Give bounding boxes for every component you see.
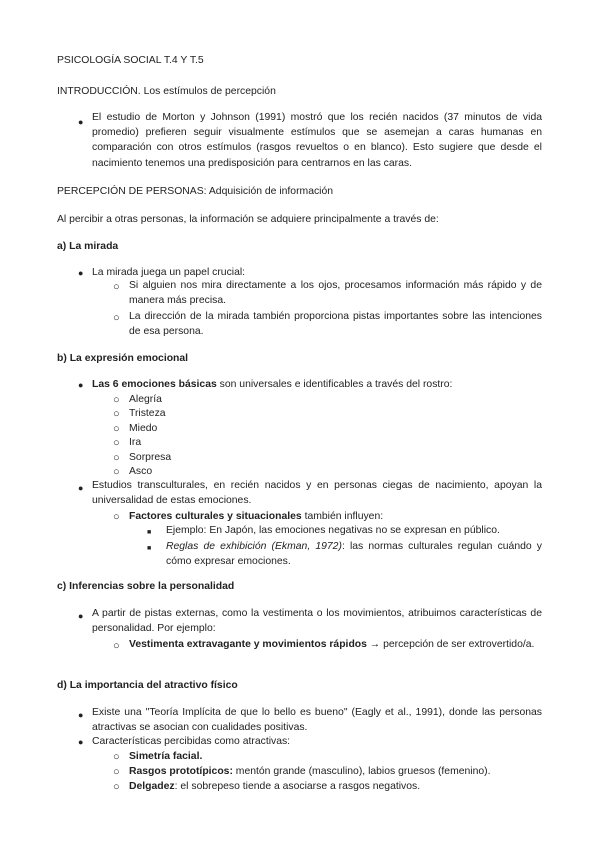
section-b-bullet1 — [92, 378, 452, 392]
emotion-item: Asco — [129, 466, 153, 477]
intro-bullet: El estudio de Morton y Johnson (1991) mostró que los recién nacidos (37 minutos de vida promedio) prefieren seguir visualmente estímulos que se asemejan a caras humanas en comparación con otros estímulos (rasgos revueltos o en blanco). Esto sugiere que desde el nacimiento tenemos una predisposición para centrarnos en las caras. — [92, 112, 542, 169]
prototypical-text: mentón grande (masculino), labios gruesos (femenino). — [232, 766, 491, 777]
bullet-dot-icon: ● — [78, 268, 84, 278]
section-d-heading: d) La importancia del atractivo físico — [57, 680, 238, 691]
bullet-circle-icon: ○ — [113, 751, 120, 763]
bullet-dot-icon: ● — [78, 611, 84, 621]
perception-lead: Al percibir a otras personas, la información se adquiere principalmente a través de: — [57, 214, 439, 225]
bullet-dot-icon: ● — [78, 117, 84, 127]
prototypical-label: Rasgos prototípicos: — [129, 766, 233, 777]
japan-example: Ejemplo: En Japón, las emociones negativas no se expresan en público. — [166, 525, 500, 536]
section-b-heading: b) La expresión emocional — [57, 353, 189, 364]
section-a-bullet: La mirada juega un papel crucial: — [92, 267, 246, 278]
document-title: PSICOLOGÍA SOCIAL T.4 Y T.5 — [57, 55, 204, 66]
bullet-circle-icon: ○ — [113, 466, 120, 478]
clothing-movement-text: → percepción de ser extrovertido/a. — [366, 639, 535, 650]
clothing-movement-label: Vestimenta extravagante y movimientos rápidos — [129, 639, 367, 650]
thinness-label: Delgadez — [129, 781, 175, 792]
section-c-sub — [129, 637, 542, 652]
basic-emotions-text: son universales e identificables a través del rostro: — [216, 379, 453, 390]
factors-text: también influyen: — [301, 511, 384, 522]
basic-emotions-label: Las 6 emociones básicas — [92, 379, 217, 390]
perception-heading: PERCEPCIÓN DE PERSONAS: Adquisición de información — [57, 186, 334, 197]
bullet-circle-icon: ○ — [113, 640, 120, 652]
section-d-bullet1: Existe una "Teoría Implícita de que lo bello es bueno" (Eagly et al., 1991), donde las personas atractivas se asocian con cualidades positivas. — [92, 707, 542, 734]
bullet-circle-icon: ○ — [113, 312, 120, 324]
bullet-dot-icon: ● — [78, 710, 84, 720]
bullet-dot-icon: ● — [78, 380, 84, 390]
factors-label: Factores culturales y situacionales — [129, 511, 302, 522]
section-a-sub1: Si alguien nos mira directamente a los ojos, procesamos información más rápido y de manera más precisa. — [129, 280, 542, 307]
bullet-dot-icon: ● — [78, 737, 84, 747]
section-a-sub2: La dirección de la mirada también proporciona pistas importantes sobre las intenciones de esa persona. — [129, 311, 542, 338]
section-c-heading: c) Inferencias sobre la personalidad — [57, 581, 235, 592]
section-a-heading: a) La mirada — [57, 241, 119, 252]
emotion-item: Alegría — [129, 394, 162, 405]
section-c-bullet: A partir de pistas externas, como la vestimenta o los movimientos, atribuimos características de personalidad. Por ejemplo: — [92, 608, 542, 635]
bullet-circle-icon: ○ — [113, 281, 120, 293]
thinness-text: : el sobrepeso tiende a asociarse a rasgos negativos. — [174, 781, 421, 792]
thinness-item — [129, 780, 420, 794]
prototypical-item — [129, 765, 491, 779]
section-b-bullet2: Estudios transculturales, en recién nacidos y en personas ciegas de nacimiento, apoyan la universalidad de estas emociones. — [92, 480, 542, 507]
display-rules-term: Reglas de exhibición (Ekman, 1972) — [166, 541, 342, 552]
bullet-square-icon: ■ — [147, 529, 152, 536]
bullet-square-icon: ■ — [147, 545, 152, 552]
emotion-item: Miedo — [129, 423, 158, 434]
bullet-circle-icon: ○ — [113, 766, 120, 778]
bullet-circle-icon: ○ — [113, 781, 120, 793]
bullet-circle-icon: ○ — [113, 437, 120, 449]
bullet-dot-icon: ● — [78, 483, 84, 493]
symmetry-item: Simetría facial. — [129, 751, 203, 762]
bullet-circle-icon: ○ — [113, 394, 120, 406]
bullet-circle-icon: ○ — [113, 423, 120, 435]
section-d-bullet2: Características percibidas como atractivas: — [92, 736, 291, 747]
factors-line — [129, 510, 383, 524]
display-rules-text: : las normas culturales regulan cuándo y cómo expresar emociones. — [166, 541, 543, 568]
display-rules — [166, 539, 542, 569]
bullet-circle-icon: ○ — [113, 452, 120, 464]
emotion-item: Sorpresa — [129, 452, 172, 463]
intro-heading: INTRODUCCIÓN. Los estímulos de percepción — [57, 86, 276, 97]
emotion-item: Ira — [129, 437, 142, 448]
emotion-item: Tristeza — [129, 408, 166, 419]
bullet-circle-icon: ○ — [113, 511, 120, 523]
bullet-circle-icon: ○ — [113, 408, 120, 420]
